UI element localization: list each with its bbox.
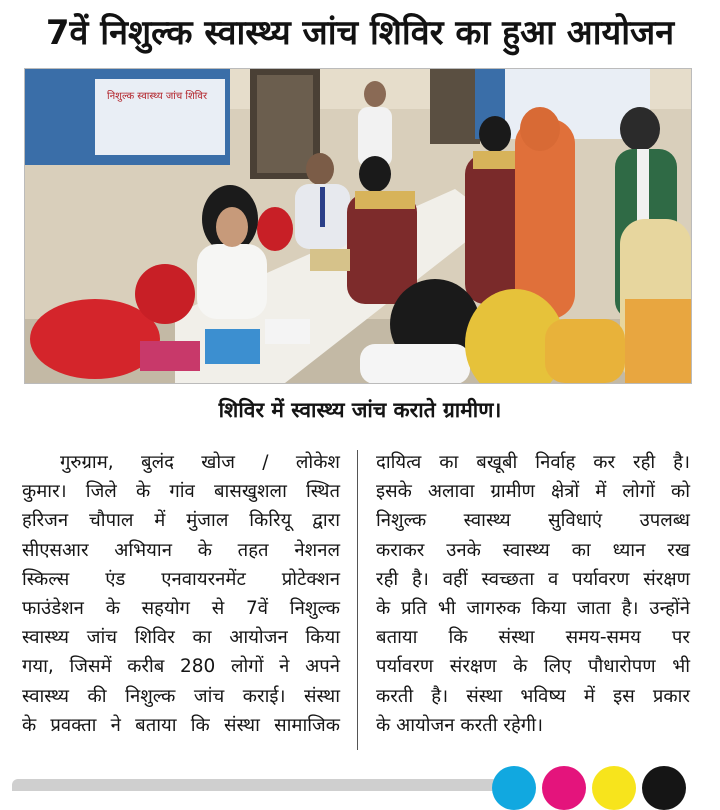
text-line: कराकर उनके स्वास्थ्य का ध्यान रख: [376, 539, 690, 561]
text-line: सीएसआर अभियान के तहत नेशनल: [22, 539, 340, 561]
text-line: के आयोजन करती रहेगी।: [376, 714, 543, 736]
banner-text: निशुल्क स्वास्थ्य जांच शिविर: [107, 91, 208, 102]
cyan-print-mark: [492, 766, 536, 810]
text-line: पर्यावरण संरक्षण के लिए पौधारोपण भी: [376, 656, 690, 678]
article-column-left: [22, 448, 340, 740]
text-line: गुरुग्राम, बुलंद खोज / लोकेश: [60, 452, 340, 473]
news-photo: [24, 68, 692, 384]
photo-illustration: [25, 69, 691, 383]
column-divider: [357, 450, 358, 750]
text-line: बताया कि संस्था समय-समय पर: [376, 627, 690, 649]
text-line: गया, जिसमें करीब 280 लोगों ने अपने: [22, 656, 340, 678]
magenta-print-mark: [542, 766, 586, 810]
text-line: स्किल्स एंड एनवायरनमेंट प्रोटेक्शन: [22, 568, 340, 590]
text-line: फाउंडेशन के सहयोग से 7वें निशुल्क: [22, 598, 340, 620]
black-print-mark: [642, 766, 686, 810]
scroll-bar: [12, 779, 498, 791]
photo-caption: शिविर में स्वास्थ्य जांच कराते ग्रामीण।: [218, 398, 502, 422]
text-line: इसके अलावा ग्रामीण क्षेत्रों में लोगों को: [376, 481, 690, 503]
text-line: दायित्व का बखूबी निर्वाह कर रही है।: [376, 452, 690, 473]
text-line: स्वास्थ्य की निशुल्क जांच कराई। संस्था: [22, 685, 340, 707]
text-line: स्वास्थ्य जांच शिविर का आयोजन किया: [22, 627, 340, 649]
text-line: करती है। संस्था भविष्य में इस प्रकार: [376, 685, 690, 707]
yellow-print-mark: [592, 766, 636, 810]
text-line: रही है। वहीं स्वच्छता व पर्यावरण संरक्षण: [376, 568, 690, 590]
text-line: के प्रवक्ता ने बताया कि संस्था सामाजिक: [22, 714, 340, 736]
text-line: कुमार। जिले के गांव बासखुशला स्थित: [22, 481, 340, 503]
article-column-right: [376, 448, 690, 740]
text-line: के प्रति भी जागरुक किया जाता है। उन्होंने: [376, 598, 690, 620]
headline: 7वें निशुल्क स्वास्थ्य जांच शिविर का हुआ आयोजन: [45, 13, 675, 53]
text-line: हरिजन चौपाल में मुंजाल किरियू द्वारा: [22, 510, 340, 532]
text-line: निशुल्क स्वास्थ्य सुविधाएं उपलब्ध: [376, 510, 690, 532]
